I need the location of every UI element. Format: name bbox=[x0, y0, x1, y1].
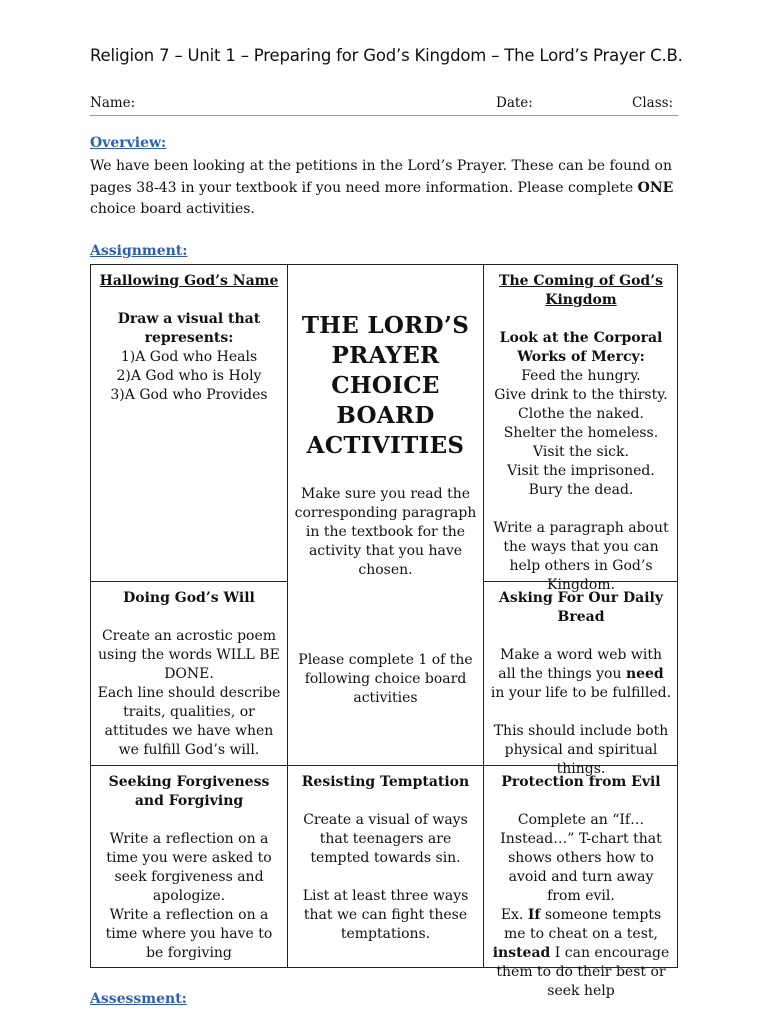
cell-text: Complete an “If…Instead…” T-chart that shows others how to avoid and turn away from evil. bbox=[500, 812, 662, 904]
cell-daily-bread bbox=[484, 582, 678, 777]
cell-text: Create an acrostic poem using the words WILL BE DONE. bbox=[98, 628, 280, 682]
board-title-line: CHOICE bbox=[331, 372, 440, 399]
center-complete: Please complete 1 of the following choice board activities bbox=[298, 652, 473, 706]
overview-text-part: choice board activities. bbox=[90, 201, 255, 217]
overview-text bbox=[90, 156, 680, 221]
board-title-line: PRAYER bbox=[331, 342, 440, 369]
cell-protection-evil bbox=[484, 766, 678, 999]
name-date-class-line bbox=[90, 93, 678, 116]
board-title-line: THE LORD’S bbox=[301, 312, 470, 339]
center-note: Make sure you read the corresponding paragraph in the textbook for the activity that you have chosen. bbox=[294, 486, 477, 578]
cell-coming-kingdom bbox=[484, 265, 678, 593]
overview-heading: Overview: bbox=[90, 135, 167, 151]
overview-text-part: We have been looking at the petitions in the Lord’s Prayer. These can be found on pages 38-43 in your textbook if you need more information. Please complete bbox=[90, 158, 672, 196]
cell-text: Create a visual of ways that teenagers are tempted towards sin. bbox=[303, 812, 468, 866]
cell-title: Doing God’s Will bbox=[123, 590, 255, 606]
list-item: Bury the dead. bbox=[528, 482, 634, 498]
cell-title: The Coming of God’s Kingdom bbox=[499, 273, 663, 308]
cell-center bbox=[288, 265, 483, 765]
cell-instruction: Look at the Corporal Works of Mercy: bbox=[499, 330, 663, 365]
cell-task: Write a paragraph about the ways that you can help others in God’s Kingdom. bbox=[493, 520, 669, 593]
name-label: Name: bbox=[90, 95, 136, 111]
overview-emphasis: ONE bbox=[637, 179, 674, 196]
date-label: Date: bbox=[496, 95, 533, 111]
list-item: Feed the hungry. bbox=[521, 368, 641, 384]
text-emphasis: need bbox=[625, 666, 664, 682]
cell-title: Asking For Our Daily Bread bbox=[499, 590, 663, 625]
text-part: I can encourage them to do their best or seek help bbox=[496, 945, 670, 999]
text-part: in your life to be fulfilled. bbox=[490, 685, 672, 701]
list-item: 1)A God who Heals bbox=[120, 349, 258, 365]
cell-forgiveness bbox=[91, 766, 287, 968]
text-emphasis: If bbox=[527, 907, 541, 923]
list-item: 2)A God who is Holy bbox=[116, 368, 262, 384]
text-part: Ex. bbox=[500, 907, 528, 923]
text-part: someone tempts me to cheat on a test, bbox=[504, 907, 662, 942]
list-item: 3)A God who Provides bbox=[110, 387, 268, 403]
cell-title: Protection from Evil bbox=[501, 774, 661, 790]
list-item: Give drink to the thirsty. bbox=[494, 387, 668, 403]
text-part: Make a word web with all the things you bbox=[498, 647, 662, 682]
cell-text bbox=[490, 646, 672, 703]
cell-title: Seeking Forgiveness and Forgiving bbox=[108, 774, 270, 809]
cell-example bbox=[490, 906, 672, 1001]
list-item: Clothe the naked. bbox=[518, 406, 644, 422]
cell-text: List at least three ways that we can fight these temptations. bbox=[302, 888, 469, 942]
list-item: Shelter the homeless. bbox=[503, 425, 659, 441]
list-item: Visit the sick. bbox=[533, 444, 629, 460]
class-label: Class: bbox=[632, 95, 674, 111]
cell-gods-will bbox=[91, 582, 287, 765]
list-item: Visit the imprisoned. bbox=[507, 463, 655, 479]
cell-title: Hallowing God’s Name bbox=[99, 273, 279, 289]
cell-text: Write a reflection on a time where you have to be forgiving bbox=[105, 907, 273, 961]
cell-instruction: Draw a visual that represents: bbox=[117, 311, 261, 346]
cell-hallowing bbox=[91, 265, 287, 581]
board-title-line: BOARD bbox=[336, 402, 435, 429]
assessment-heading: Assessment: bbox=[90, 991, 187, 1007]
cell-title: Resisting Temptation bbox=[301, 774, 470, 790]
cell-text: Write a reflection on a time you were asked to seek forgiveness and apologize. bbox=[106, 831, 272, 904]
text-emphasis: instead bbox=[492, 945, 551, 961]
cell-text: Each line should describe traits, qualities, or attitudes we have when we fulfill God’s will. bbox=[97, 685, 281, 758]
board-title-line: ACTIVITIES bbox=[306, 432, 465, 459]
cell-text: This should include both physical and spiritual things. bbox=[493, 723, 669, 777]
document-title: Religion 7 – Unit 1 – Preparing for God’s Kingdom – The Lord’s Prayer C.B. bbox=[90, 46, 683, 65]
assignment-heading: Assignment: bbox=[90, 243, 188, 259]
cell-temptation bbox=[288, 766, 483, 968]
